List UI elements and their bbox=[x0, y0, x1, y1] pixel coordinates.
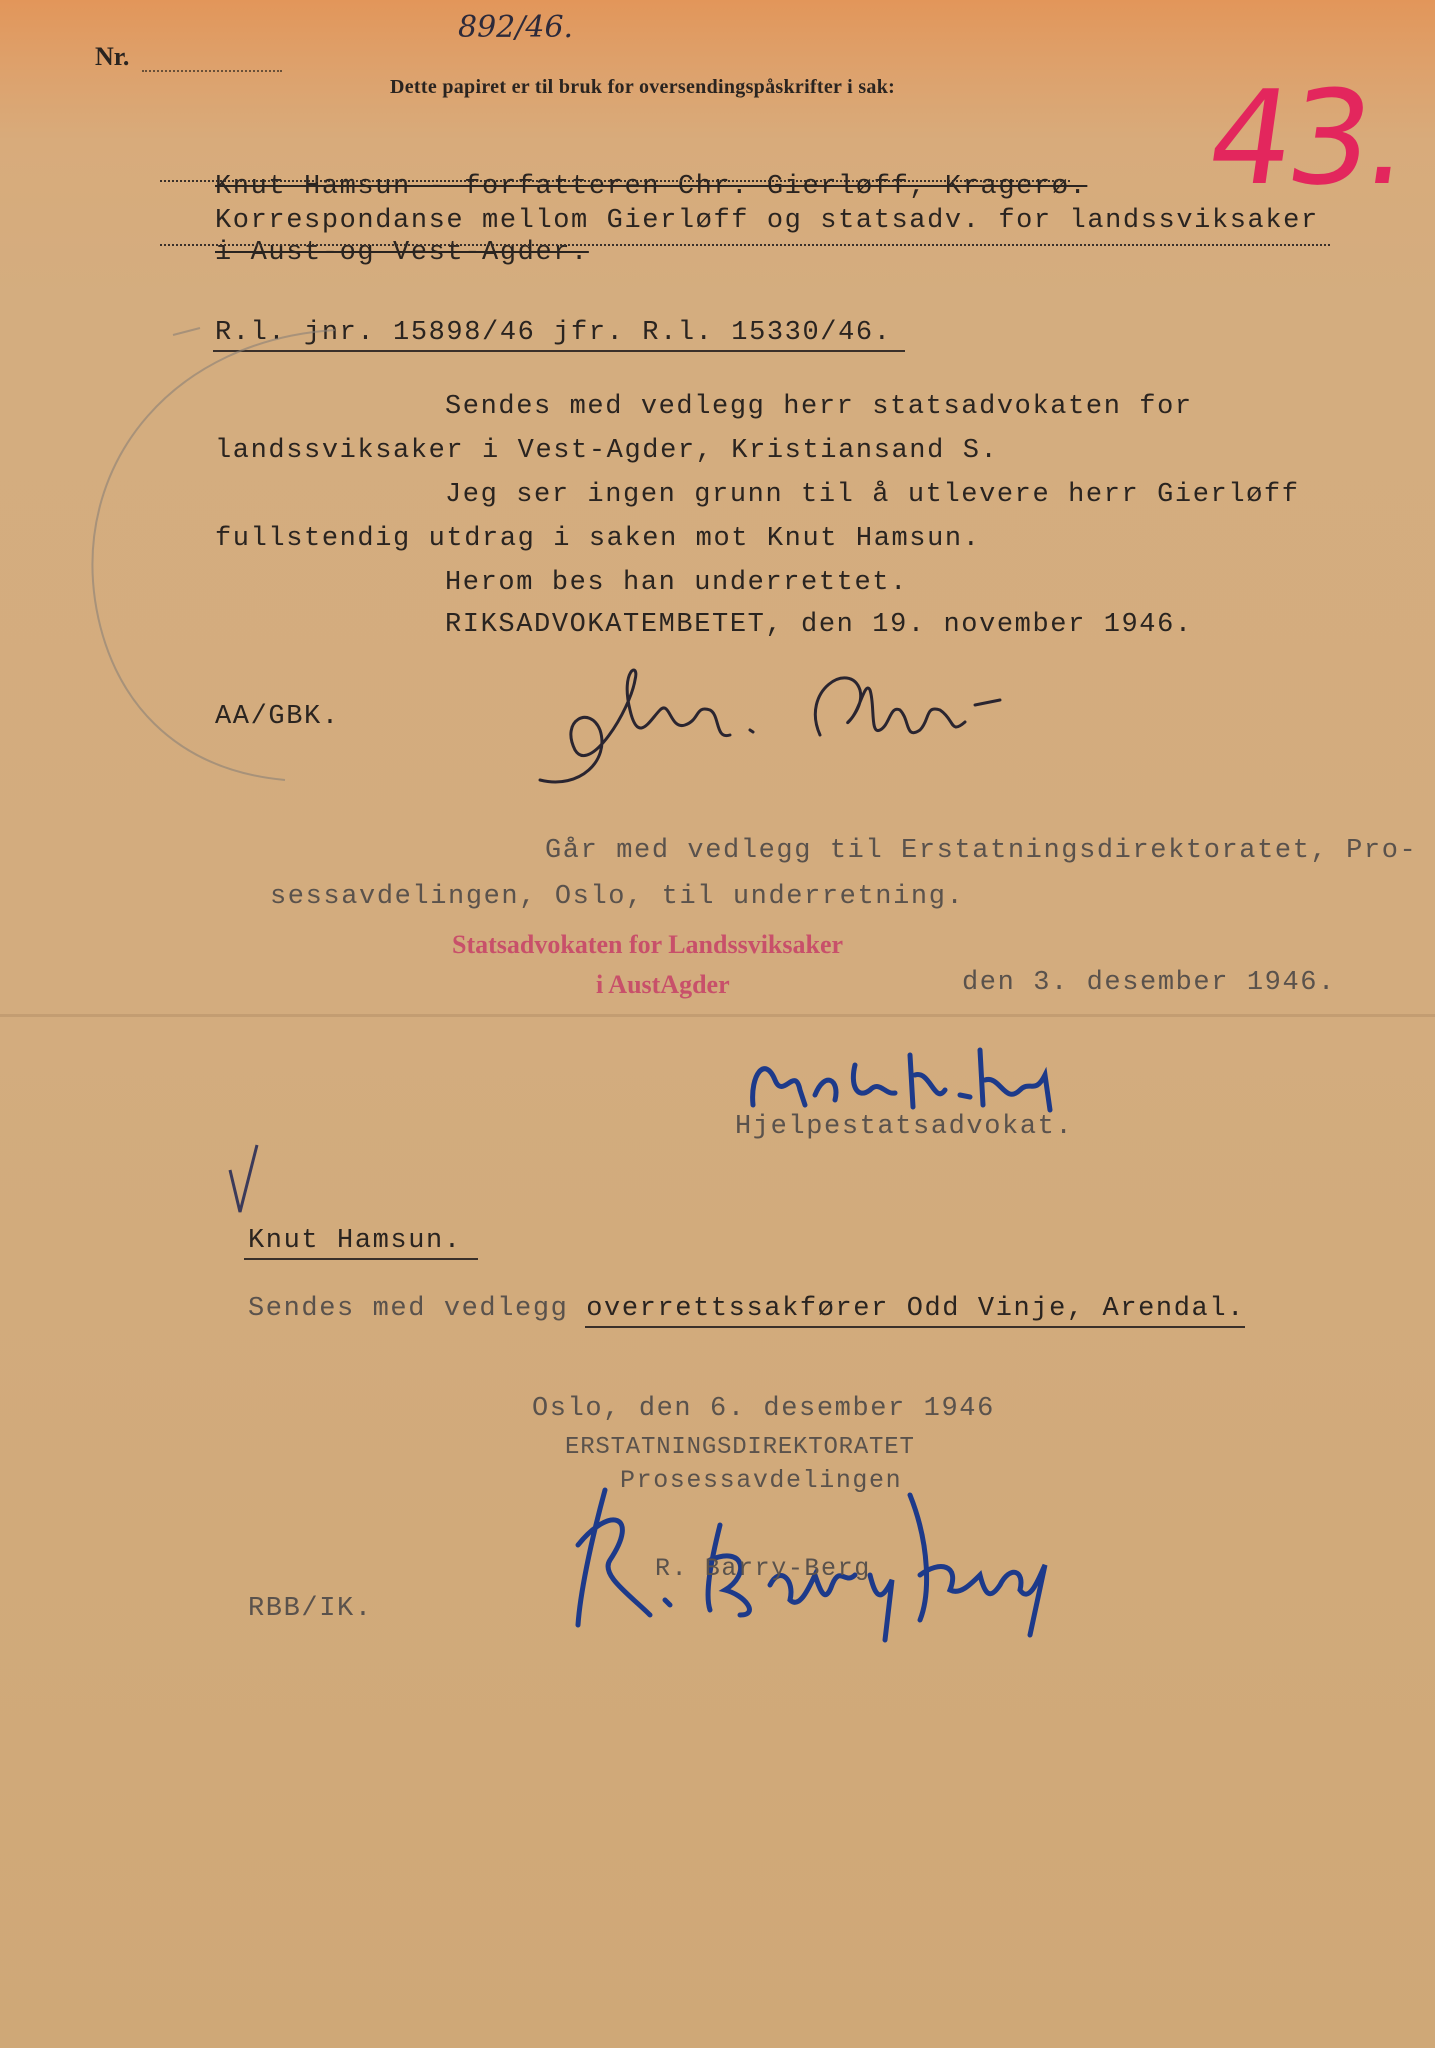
body3-line1-prefix: Sendes med vedlegg bbox=[248, 1294, 587, 1324]
body2-line1: Går med vedlegg til Erstatningsdirektoratet, Pro- bbox=[545, 836, 1418, 866]
body2-title: Hjelpestatsadvokat. bbox=[735, 1112, 1074, 1142]
body1-p2-line2: fullstendig utdrag i saken mot Knut Hamsun. bbox=[215, 524, 981, 554]
nr-dotted-line bbox=[142, 70, 282, 72]
stamp-line1: Statsadvokaten for Landssviksaker bbox=[452, 930, 844, 959]
body1-initials: AA/GBK. bbox=[215, 702, 340, 732]
subject-line-2: Korrespondanse mellom Gierløff og statsadv. for landssviksaker bbox=[215, 206, 1319, 236]
body3-name: R. Barry-Berg bbox=[655, 1554, 871, 1583]
body3-dateline: Oslo, den 6. desember 1946 bbox=[532, 1394, 995, 1424]
check-mark-icon bbox=[225, 1140, 265, 1220]
body3-line1-rest: overrettssakfører Odd Vinje, Arendal. bbox=[586, 1294, 1245, 1324]
body3-line1 bbox=[248, 1294, 1245, 1324]
recipient-underline bbox=[585, 1326, 1245, 1328]
reference-line: R.l. jnr. 15898/46 jfr. R.l. 15330/46. bbox=[215, 318, 892, 348]
body1-p1-line1: Sendes med vedlegg herr statsadvokaten for bbox=[445, 392, 1193, 422]
body1-p3: Herom bes han underrettet. bbox=[445, 568, 908, 598]
body1-p1-line2: landssviksaker i Vest-Agder, Kristiansand S. bbox=[215, 436, 999, 466]
red-number: 43. bbox=[1199, 62, 1416, 214]
instruction-text: Dette papiret er til bruk for oversendingspåskrifter i sak: bbox=[390, 76, 896, 98]
subject-line-3: i Aust-og Vest-Agder. bbox=[215, 238, 589, 268]
body3-org: ERSTATNINGSDIREKTORATET bbox=[565, 1434, 915, 1461]
fold-crease bbox=[0, 1014, 1435, 1017]
body3-initials: RBB/IK. bbox=[248, 1594, 373, 1624]
body1-p2-line1: Jeg ser ingen grunn til å utlevere herr Gierløff bbox=[445, 480, 1300, 510]
body1-dateline: RIKSADVOKATEMBETET, den 19. november 1946. bbox=[445, 610, 1193, 640]
pencil-mark bbox=[55, 300, 375, 800]
body3-dept: Prosessavdelingen bbox=[620, 1466, 903, 1495]
handwritten-number: 892/46. bbox=[458, 10, 574, 45]
dotted-rule bbox=[160, 180, 1070, 182]
signature-riksadvokat bbox=[520, 650, 1160, 800]
stamp-line2: i AustAgder bbox=[596, 970, 730, 999]
subject-line-1: Knut Hamsun - forfatteren Chr. Gierløff, Kragerø. bbox=[215, 172, 1088, 202]
body3-subject-underline bbox=[244, 1258, 478, 1260]
dotted-rule bbox=[160, 244, 1330, 246]
body3-subject: Knut Hamsun. bbox=[248, 1226, 462, 1256]
nr-label: Nr. bbox=[95, 42, 130, 71]
body2-date: den 3. desember 1946. bbox=[962, 968, 1336, 998]
body2-line2: sessavdelingen, Oslo, til underretning. bbox=[270, 882, 965, 912]
